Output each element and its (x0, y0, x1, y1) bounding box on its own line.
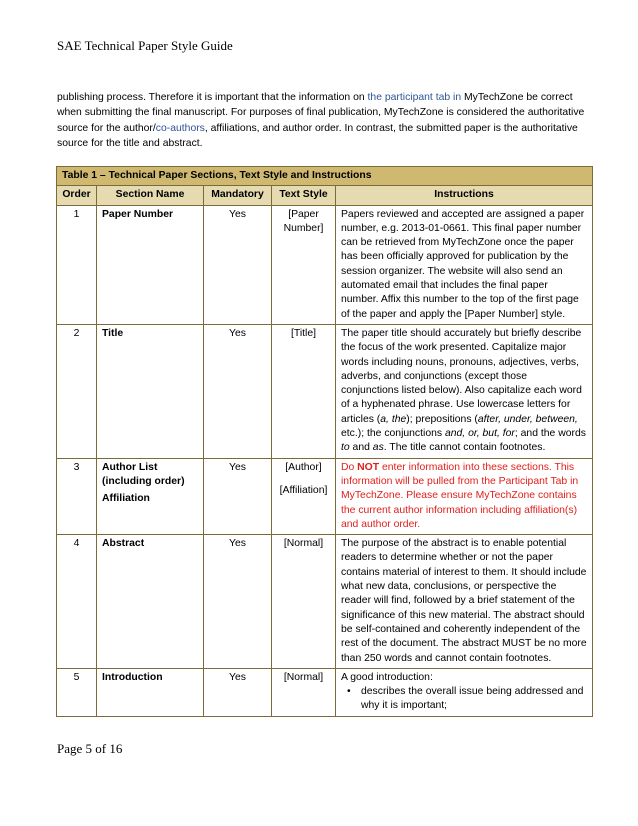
header-section-name: Section Name (97, 186, 204, 205)
instr-text: enter information into these sections. This information will be pulled from the Participant Tab in MyTechZone. Please ensure MyTechZone contains the current author information including affiliation(s) and author order. (341, 461, 579, 530)
row-text-style: [Title] (272, 324, 336, 458)
row-order: 3 (57, 458, 97, 534)
bullet-text: describes the overall issue being addressed and why it is important; (361, 686, 584, 712)
row-section-name: Title (97, 324, 204, 458)
sections-table (56, 166, 593, 717)
row-order: 2 (57, 324, 97, 458)
table-row (57, 668, 593, 716)
header-text-style: Text Style (272, 186, 336, 205)
instr-text: ); prepositions ( (406, 413, 478, 425)
instr-text: etc.); the conjunctions (341, 428, 445, 440)
table-row (57, 324, 593, 458)
row-instructions (336, 458, 593, 534)
instr-italic: and, or, but, for (444, 428, 515, 440)
instr-bullet-list (341, 685, 587, 714)
instr-italic: to (341, 442, 350, 454)
table-row (57, 458, 593, 534)
row-mandatory: Yes (204, 324, 272, 458)
running-header: SAE Technical Paper Style Guide (57, 38, 233, 53)
instr-italic: as (372, 442, 384, 454)
header-order: Order (57, 186, 97, 205)
list-item (347, 685, 587, 714)
header-instructions: Instructions (336, 186, 593, 205)
table-caption-row (57, 167, 593, 186)
instr-italic: after, under, between, (477, 413, 578, 425)
table-row (57, 535, 593, 669)
row-text-style (272, 458, 336, 534)
intro-text-2: MyTechZone be correct when submitting the final manuscript. For purposes of final publication, MyTechZone is considered the authoritative source for the author/ (57, 92, 585, 134)
section-including-order: (including order) (102, 475, 185, 487)
row-instructions: Papers reviewed and accepted are assigned a paper number, e.g. 2013-01-0661. This final paper number can be retrieved from MyTechZone once the paper has been officially approved for publication by the session organizer. The website will also send an automated email that includes the final paper number. Affix this number to the top of the first page of the paper and apply the [Paper Number] style. (336, 205, 593, 324)
row-text-style: [Normal] (272, 535, 336, 669)
table-caption: Table 1 – Technical Paper Sections, Text Style and Instructions (57, 167, 593, 186)
row-instructions (336, 668, 593, 716)
row-order: 1 (57, 205, 97, 324)
page-number: Page 5 of 16 (57, 741, 123, 756)
header-mandatory: Mandatory (204, 186, 272, 205)
bullet-icon: • (347, 686, 351, 698)
participant-tab-link[interactable]: the participant tab in (367, 92, 462, 103)
instr-text: ; and the words (514, 428, 586, 440)
intro-text-3: , affiliations, and author order. In contrast, the submitted paper is the authoritative source for the title and abstract. (57, 122, 578, 149)
instr-text: The paper title should accurately but briefly describe the focus of the work presented. Capitalize major words including nouns, pronouns, adjectives, verbs, adverbs, and conjunctions (except those conjunctions listed below). Also capitalize each word of a hyphenated phrase. Use lowercase letters for articles ( (341, 327, 582, 425)
row-instructions (336, 324, 593, 458)
row-mandatory: Yes (204, 458, 272, 534)
row-mandatory: Yes (204, 668, 272, 716)
row-order: 4 (57, 535, 97, 669)
instr-bold: NOT (357, 461, 380, 473)
intro-paragraph (57, 90, 585, 151)
row-instructions: The purpose of the abstract is to enable potential readers to determine whether or not the paper contains material of interest to them. It should include what new data, conclusions, or perspective the reader will find, followed by a brief statement of the significance of this new material. The abstract should be self-contained and coherently independent of the rest of the document. The abstract MUST be no more than 250 words and cannot contain footnotes. (336, 535, 593, 669)
row-section-name: Paper Number (97, 205, 204, 324)
section-affiliation: Affiliation (102, 493, 150, 505)
row-text-style: [Normal] (272, 668, 336, 716)
section-author-list: Author List (102, 461, 158, 473)
row-section-name (97, 458, 204, 534)
style-affiliation: [Affiliation] (279, 484, 328, 496)
instr-text: and (349, 442, 373, 454)
table-header-row (57, 186, 593, 205)
row-mandatory: Yes (204, 205, 272, 324)
row-section-name: Abstract (97, 535, 204, 669)
row-mandatory: Yes (204, 535, 272, 669)
row-section-name: Introduction (97, 668, 204, 716)
co-authors-link[interactable]: co-authors (155, 122, 205, 134)
instr-text: . The title cannot contain footnotes. (383, 442, 546, 454)
row-text-style: [Paper Number] (272, 205, 336, 324)
row-order: 5 (57, 668, 97, 716)
instr-italic: a, the (380, 413, 407, 425)
style-author: [Author] (285, 461, 322, 473)
instr-text: Do (341, 461, 358, 473)
table-row (57, 205, 593, 324)
intro-text-1: publishing process. Therefore it is important that the information on (57, 92, 368, 103)
instr-lead: A good introduction: (341, 671, 433, 683)
